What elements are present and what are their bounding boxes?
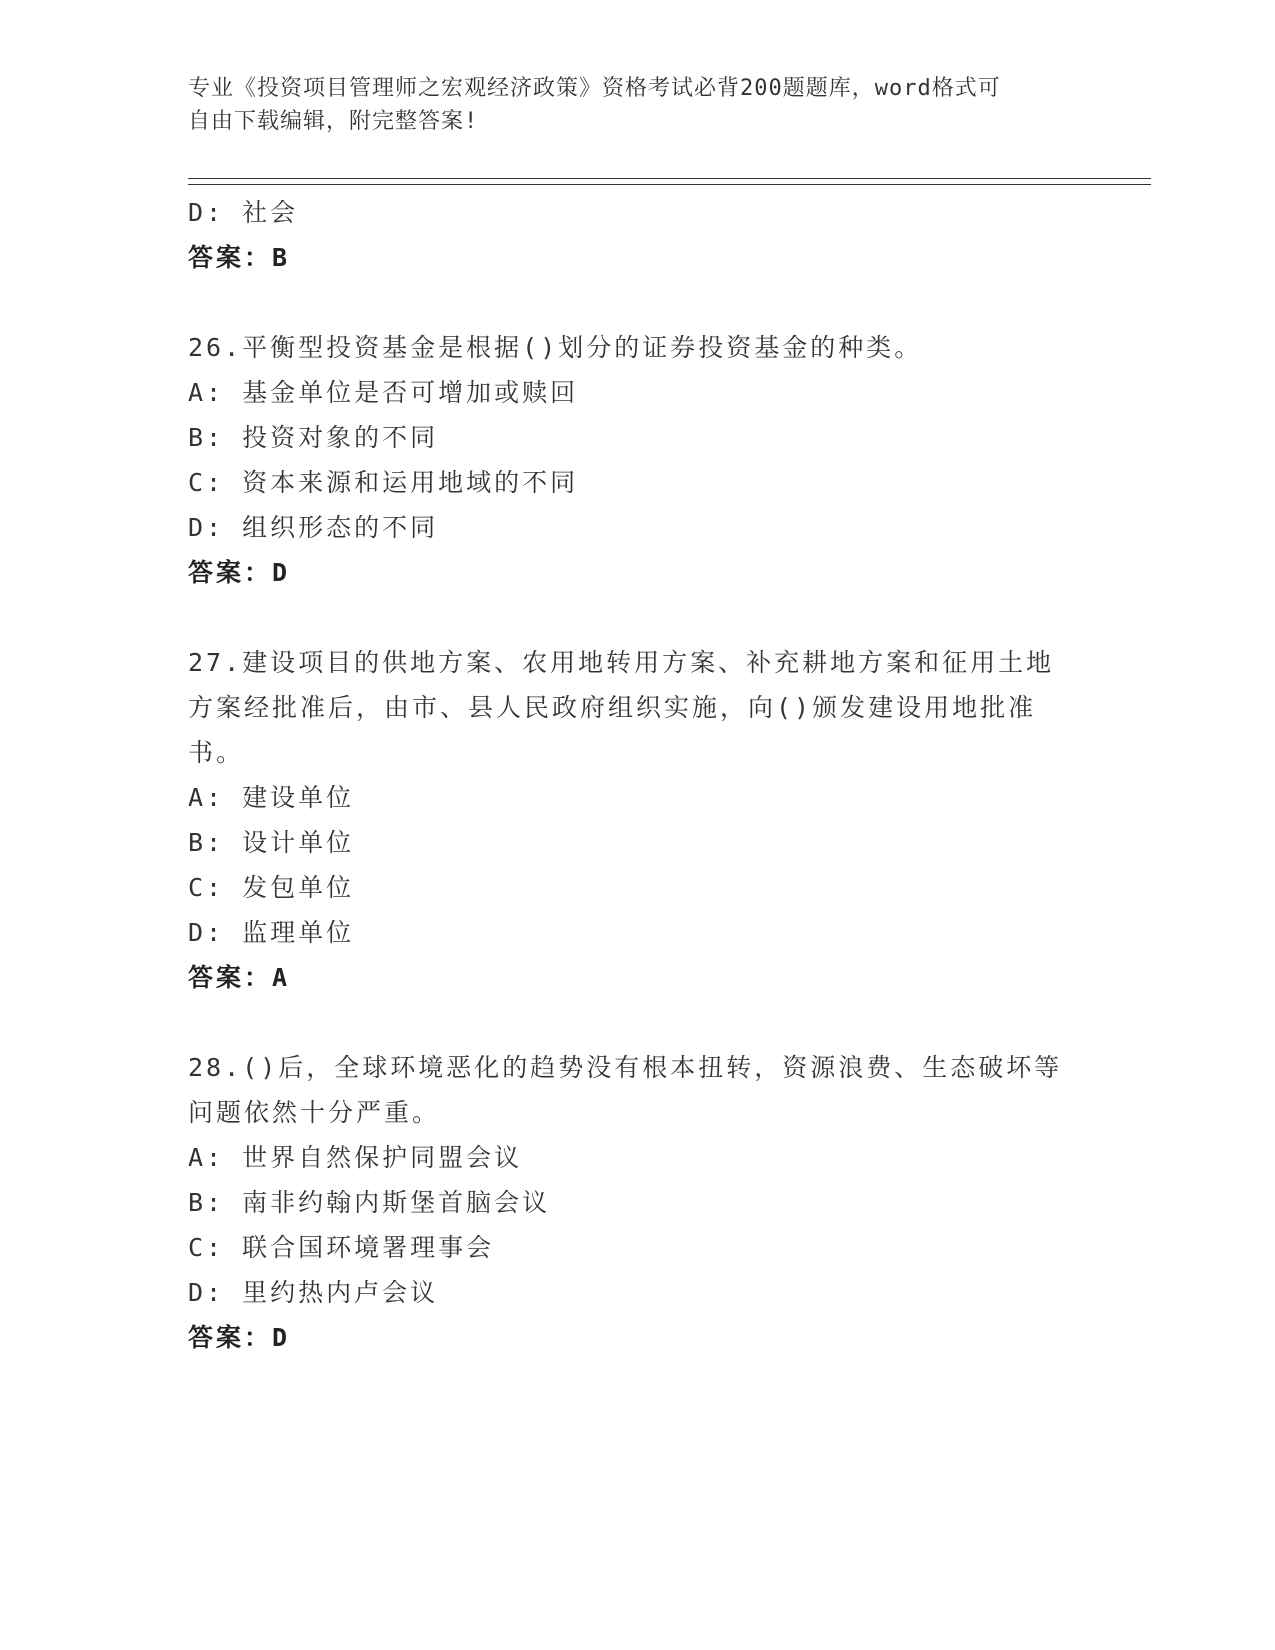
question-27 [188,640,1088,1000]
option-b: B: 南非约翰内斯堡首脑会议 [188,1188,551,1217]
option-c: C: 联合国环境署理事会 [188,1233,495,1262]
header-line-1: 专业《投资项目管理师之宏观经济政策》资格考试必背200题题库，word格式可 [188,76,1001,101]
question-stem: 书。 [188,738,245,767]
spacer [188,595,1088,640]
option-c: C: 资本来源和运用地域的不同 [188,468,579,497]
question-stem: 方案经批准后，由市、县人民政府组织实施，向()颁发建设用地批准 [188,693,1037,722]
document-header [188,72,1068,138]
option-b: B: 投资对象的不同 [188,423,439,452]
option-a: A: 基金单位是否可增加或赎回 [188,378,579,407]
option-b: B: 设计单位 [188,828,355,857]
question-stem: 26.平衡型投资基金是根据()划分的证券投资基金的种类。 [188,333,923,362]
question-stem: 27.建设项目的供地方案、农用地转用方案、补充耕地方案和征用土地 [188,648,1055,677]
option-d: D: 监理单位 [188,918,355,947]
answer-line: 答案：B [188,243,291,272]
spacer [188,1000,1088,1045]
answer-line: 答案：D [188,1323,291,1352]
option-a: A: 建设单位 [188,783,355,812]
question-list [188,190,1088,1360]
header-divider [188,178,1151,185]
answer-line: 答案：A [188,963,291,992]
question-28 [188,1045,1088,1360]
answer-line: 答案：D [188,558,291,587]
header-line-2: 自由下载编辑，附完整答案! [188,109,479,134]
option-c: C: 发包单位 [188,873,355,902]
option-d: D: 里约热内卢会议 [188,1278,439,1307]
option-a: A: 世界自然保护同盟会议 [188,1143,523,1172]
spacer [188,280,1088,325]
question-26 [188,325,1088,595]
option-d: D: 组织形态的不同 [188,513,439,542]
question-stem: 问题依然十分严重。 [188,1098,441,1127]
question-stem: 28.()后，全球环境恶化的趋势没有根本扭转，资源浪费、生态破坏等 [188,1053,1063,1082]
option-d: D: 社会 [188,198,299,227]
